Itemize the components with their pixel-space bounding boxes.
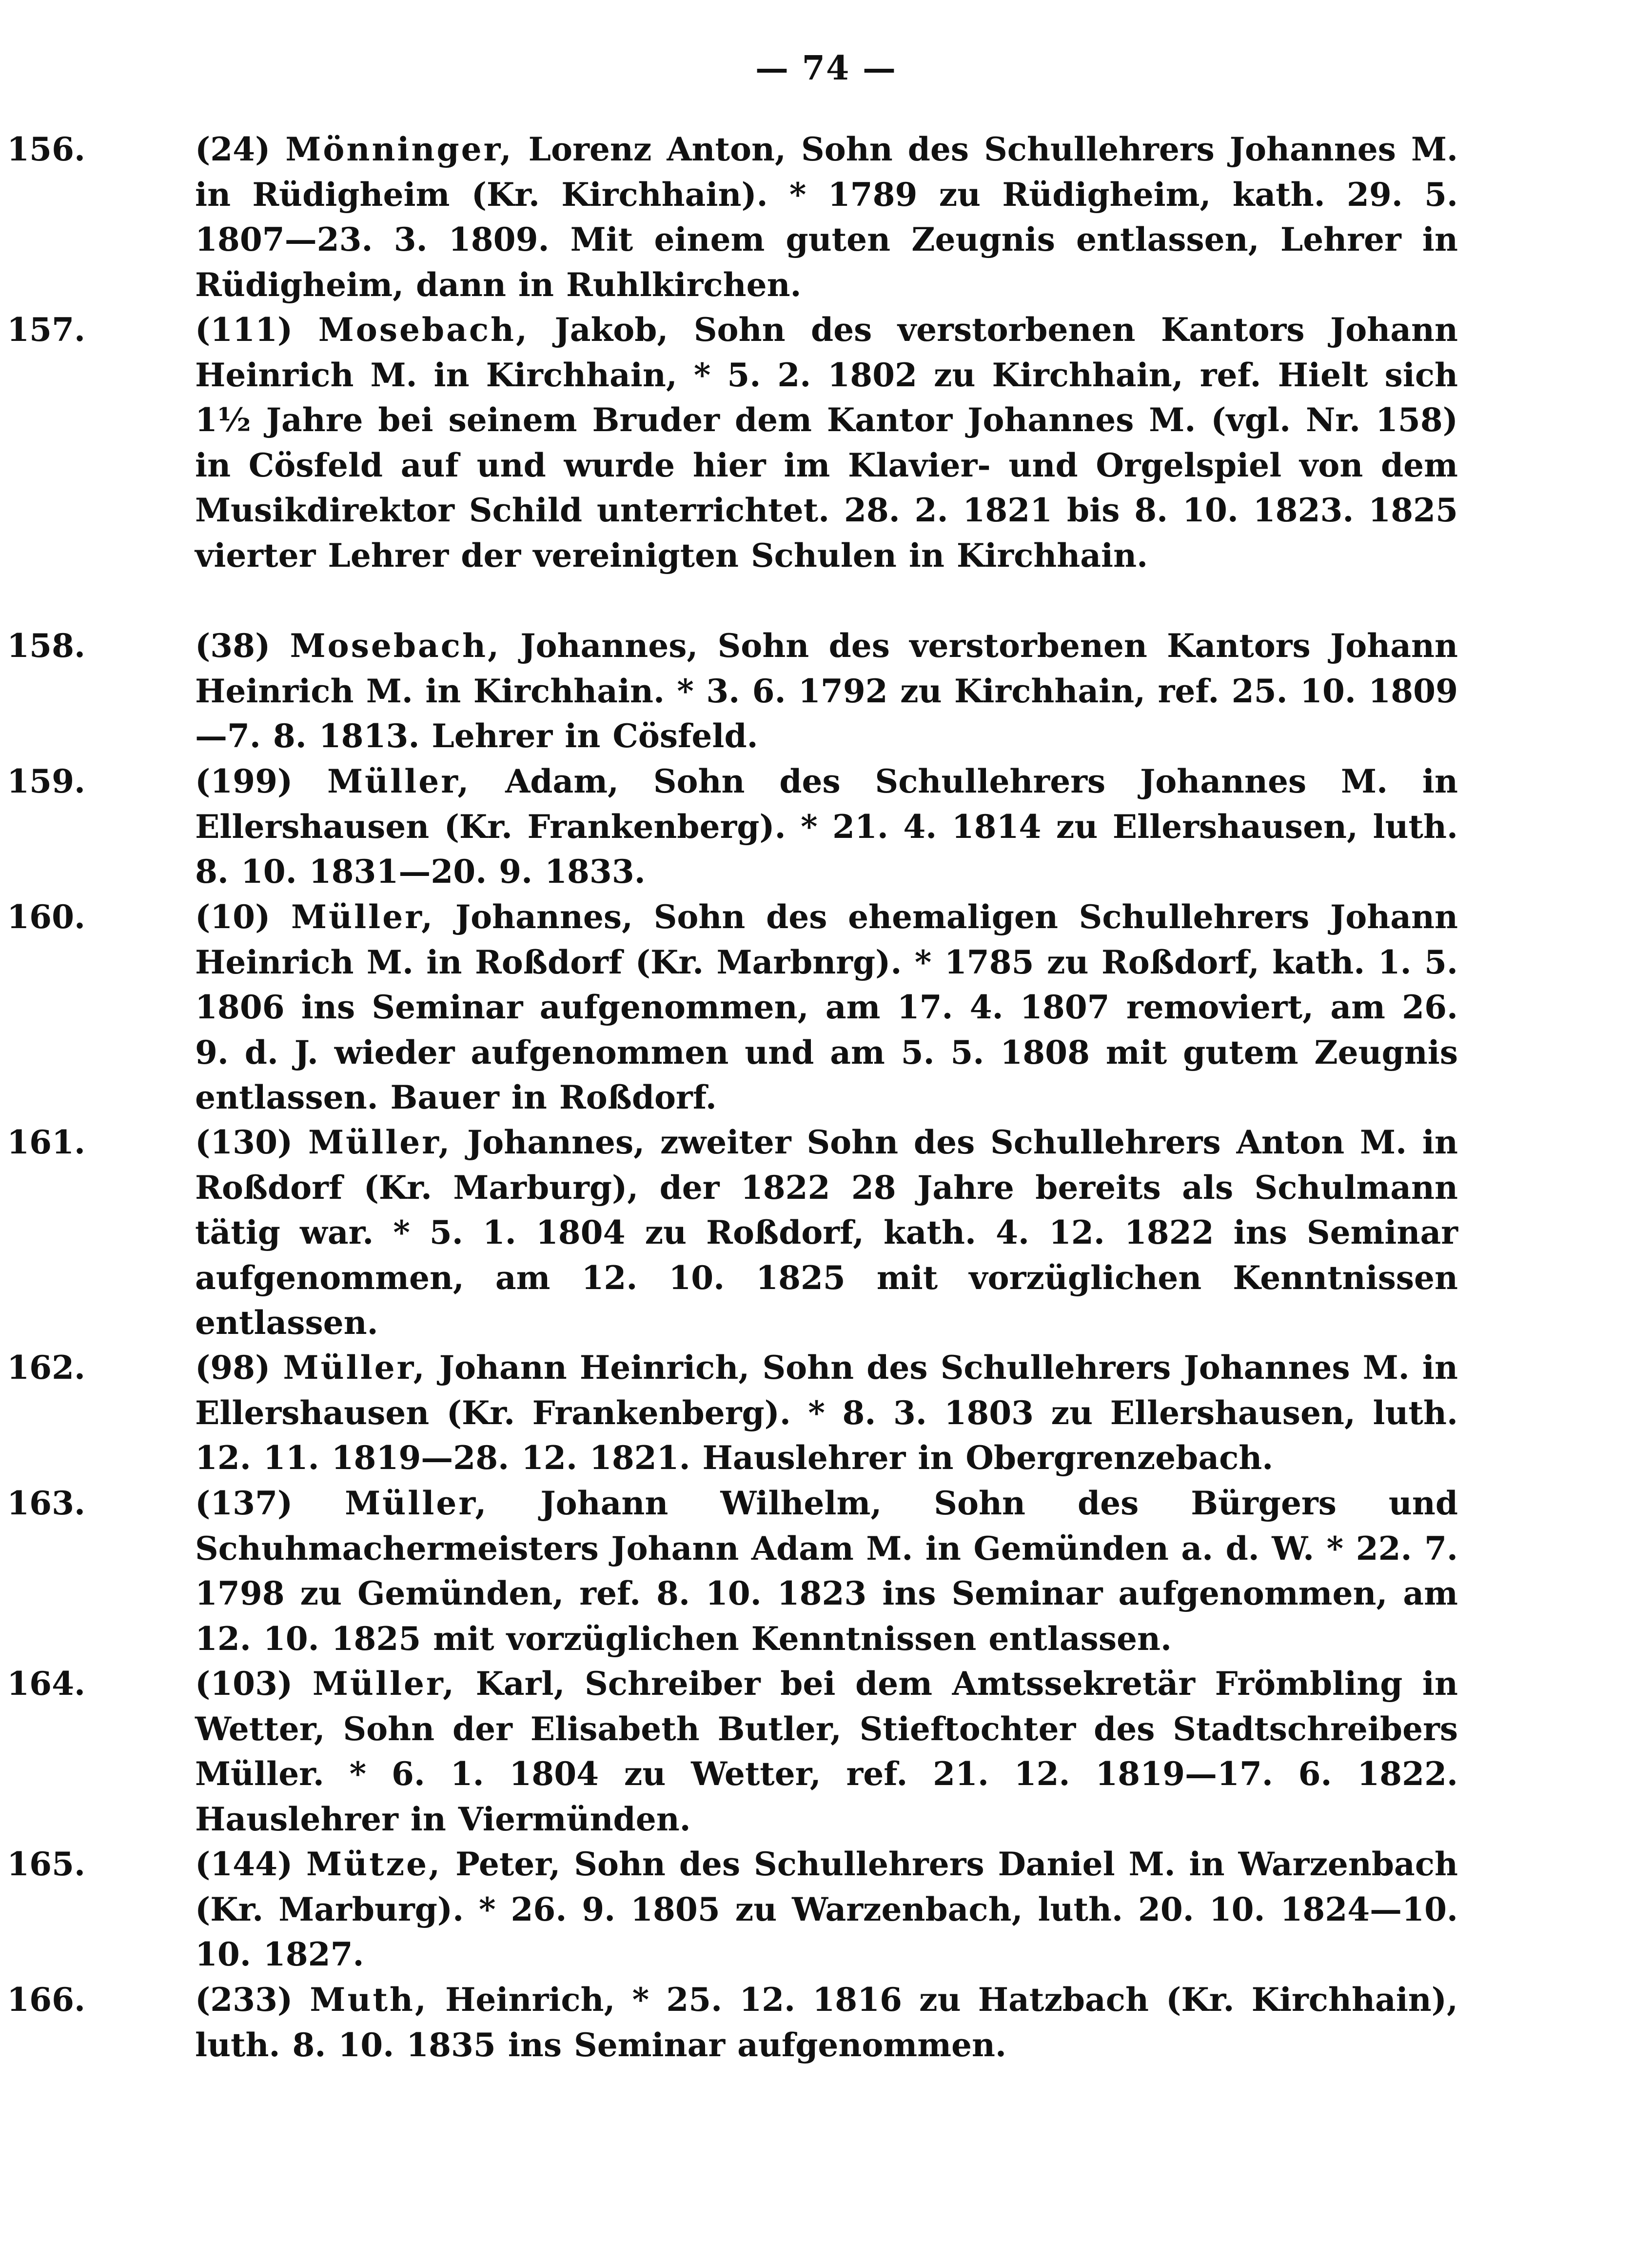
entry-ref: (10) bbox=[195, 898, 271, 936]
entry-ref: (199) bbox=[195, 762, 293, 800]
entry-number: 163. bbox=[7, 1484, 85, 1522]
entry-text: Johannes, zweiter Sohn des Schullehrers Anton M. in Roßdorf (Kr. Marburg), der 1822 28 Jahre bereits als Schulmann tätig war. * 5. 1. 1804 zu Roßdorf, kath. 4. 12. 1822 ins Seminar aufgenommen, am 12. 10. 1825 mit vorzüglichen Kenntnissen entlassen. bbox=[195, 1123, 1458, 1342]
entry-number: 166. bbox=[7, 1981, 85, 2019]
entry-text: Lorenz Anton, Sohn des Schullehrers Johannes M. in Rüdigheim (Kr. Kirchhain). * 1789 zu Rüdigheim, kath. 29. 5. 1807—23. 3. 1809. Mit einem guten Zeugnis entlassen, Lehrer in Rüdigheim, dann in Ruhlkirchen. bbox=[195, 130, 1458, 304]
entry-text: Karl, Schreiber bei dem Amtssekretär Frömbling in Wetter, Sohn der Elisabeth Butler, Stieftochter des Stadtschreibers Müller. * 6. 1. 1804 zu Wetter, ref. 21. 12. 1819—17. 6. 1822. Hauslehrer in Viermünden. bbox=[195, 1665, 1458, 1838]
entry-ref: (111) bbox=[195, 311, 293, 349]
entry-ref: (98) bbox=[195, 1349, 271, 1387]
entry-number: 161. bbox=[7, 1123, 85, 1161]
page-number: — 74 — bbox=[755, 49, 897, 88]
entry-text: Johann Heinrich, Sohn des Schullehrers Johannes M. in Ellershausen (Kr. Frankenberg). * 8. 3. 1803 zu Ellershausen, luth. 12. 11. 1819—28. 12. 1821. Hauslehrer in Obergrenzebach. bbox=[195, 1349, 1458, 1477]
entry-name: Muth, bbox=[310, 1981, 428, 2019]
entry-ref: (144) bbox=[195, 1845, 293, 1883]
entry-ref: (137) bbox=[195, 1484, 293, 1522]
entry-text: Adam, Sohn des Schullehrers Johannes M. in Ellershausen (Kr. Frankenberg). * 21. 4. 1814 zu Ellershausen, luth. 8. 10. 1831—20. 9. 1833. bbox=[195, 762, 1458, 891]
entry-164 bbox=[7, 1661, 1458, 1842]
entry-number: 160. bbox=[7, 898, 85, 936]
entry-name: Mütze, bbox=[306, 1845, 442, 1883]
entry-name: Mönninger, bbox=[285, 130, 513, 168]
entry-number: 165. bbox=[7, 1845, 85, 1883]
entry-name: Müller, bbox=[283, 1349, 427, 1387]
entry-163 bbox=[7, 1481, 1458, 1661]
entry-157 bbox=[7, 307, 1458, 623]
entry-number: 159. bbox=[7, 762, 85, 800]
entry-ref: (103) bbox=[195, 1665, 293, 1703]
entry-ref: (38) bbox=[195, 627, 271, 665]
entry-159 bbox=[7, 759, 1458, 894]
entry-text: Johann Wilhelm, Sohn des Bürgers und Schuhmachermeisters Johann Adam M. in Gemünden a. d. W. * 22. 7. 1798 zu Gemünden, ref. 8. 10. 1823 ins Seminar aufgenommen, am 12. 10. 1825 mit vorzüglichen Kenntnissen entlassen. bbox=[195, 1484, 1458, 1658]
entry-156 bbox=[7, 127, 1458, 307]
entry-number: 157. bbox=[7, 311, 85, 349]
entry-161 bbox=[7, 1120, 1458, 1345]
entry-list bbox=[7, 127, 1458, 2068]
entry-name: Müller, bbox=[291, 898, 435, 936]
entry-160 bbox=[7, 894, 1458, 1120]
entry-ref: (130) bbox=[195, 1123, 293, 1161]
entry-text: Peter, Sohn des Schullehrers Daniel M. in Warzenbach (Kr. Marburg). * 26. 9. 1805 zu Warzenbach, luth. 20. 10. 1824—10. 10. 1827. bbox=[195, 1845, 1458, 1973]
entry-text: Johannes, Sohn des ehemaligen Schullehrers Johann Heinrich M. in Roßdorf (Kr. Marbnrg). * 1785 zu Roßdorf, kath. 1. 5. 1806 ins Seminar aufgenommen, am 17. 4. 1807 removiert, am 26. 9. d. J. wieder aufgenommen und am 5. 5. 1808 mit gutem Zeugnis entlassen. Bauer in Roßdorf. bbox=[195, 898, 1458, 1116]
entry-158 bbox=[7, 623, 1458, 759]
entry-name: Mosebach, bbox=[318, 311, 530, 349]
entry-ref: (233) bbox=[195, 1981, 293, 2019]
entry-text: Heinrich, * 25. 12. 1816 zu Hatzbach (Kr. Kirchhain), luth. 8. 10. 1835 ins Seminar aufgenommen. bbox=[195, 1981, 1458, 2064]
entry-162 bbox=[7, 1345, 1458, 1481]
entry-text: Jakob, Sohn des verstorbenen Kantors Johann Heinrich M. in Kirchhain, * 5. 2. 1802 zu Kirchhain, ref. Hielt sich 1½ Jahre bei seinem Bruder dem Kantor Johannes M. (vgl. Nr. 158) in Cösfeld auf und wurde hier im Klavier- und Orgelspiel von dem Musikdirektor Schild unterrichtet. 28. 2. 1821 bis 8. 10. 1823. 1825 vierter Lehrer der vereinigten Schulen in Kirchhain. bbox=[195, 311, 1458, 575]
entry-number: 162. bbox=[7, 1349, 85, 1387]
entry-name: Müller, bbox=[308, 1123, 452, 1161]
entry-name: Müller, bbox=[327, 762, 471, 800]
entry-name: Müller, bbox=[345, 1484, 489, 1522]
entry-number: 158. bbox=[7, 627, 85, 665]
entry-name: Müller, bbox=[312, 1665, 456, 1703]
entry-165 bbox=[7, 1842, 1458, 1977]
entry-166 bbox=[7, 1977, 1458, 2068]
entry-name: Mosebach, bbox=[290, 627, 501, 665]
entry-text: Johannes, Sohn des verstorbenen Kantors Johann Heinrich M. in Kirchhain. * 3. 6. 1792 zu Kirchhain, ref. 25. 10. 1809—7. 8. 1813. Lehrer in Cösfeld. bbox=[195, 627, 1458, 755]
entry-number: 156. bbox=[7, 130, 85, 168]
entry-ref: (24) bbox=[195, 130, 271, 168]
entry-number: 164. bbox=[7, 1665, 85, 1703]
